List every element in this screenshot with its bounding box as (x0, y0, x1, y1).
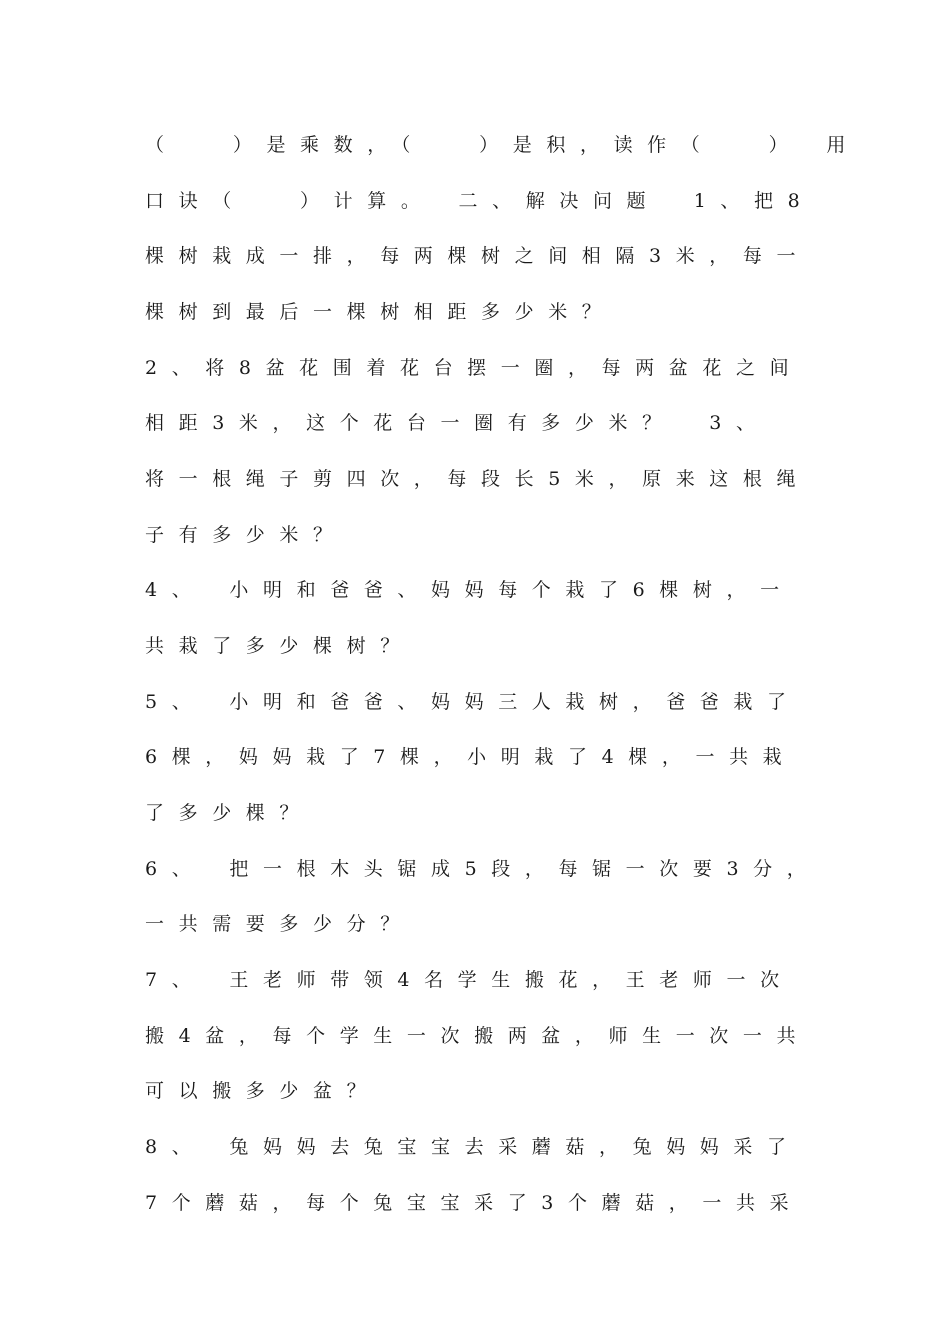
text-line: 口诀（ ）计算。 二、解决问题 1、把8 (145, 190, 815, 212)
text-line: 5、 小明和爸爸、妈妈三人栽树，爸爸栽了 (145, 691, 801, 713)
text-line: 子有多少米？ (145, 524, 347, 546)
text-line: 共栽了多少棵树？ (145, 635, 414, 657)
text-line: 棵树到最后一棵树相距多少米？ (145, 301, 616, 323)
text-line: 了多少棵？ (145, 802, 314, 824)
text-line: 可以搬多少盆？ (145, 1080, 381, 1102)
text-line: 搬4盆，每个学生一次搬两盆，师生一次一共 (145, 1025, 811, 1047)
text-line: 棵树栽成一排，每两棵树之间相隔3米，每一 (145, 245, 811, 267)
text-line: 6棵，妈妈栽了7棵，小明栽了4棵，一共栽 (145, 746, 797, 768)
text-line: 7个蘑菇，每个兔宝宝采了3个蘑菇，一共采 (145, 1192, 804, 1214)
text-line: 2、将8盆花围着花台摆一圈，每两盆花之间 (145, 357, 804, 379)
text-line: 6、 把一根木头锯成5段，每锯一次要3分， (145, 858, 821, 880)
text-line: 将一根绳子剪四次，每段长5米，原来这根绳 (145, 468, 811, 490)
text-line: 7、 王老师带领4名学生搬花，王老师一次 (145, 969, 794, 991)
text-line: 8、 兔妈妈去兔宝宝去采蘑菇，兔妈妈采了 (145, 1136, 801, 1158)
text-line: 4、 小明和爸爸、妈妈每个栽了6棵树，一 (145, 579, 794, 601)
text-line: （ ）是乘数，（ ）是积，读作（ ） 用 (145, 134, 860, 156)
text-line: 一共需要多少分？ (145, 913, 414, 935)
text-line: 相距3米，这个花台一圈有多少米？ 3、 (145, 412, 770, 434)
